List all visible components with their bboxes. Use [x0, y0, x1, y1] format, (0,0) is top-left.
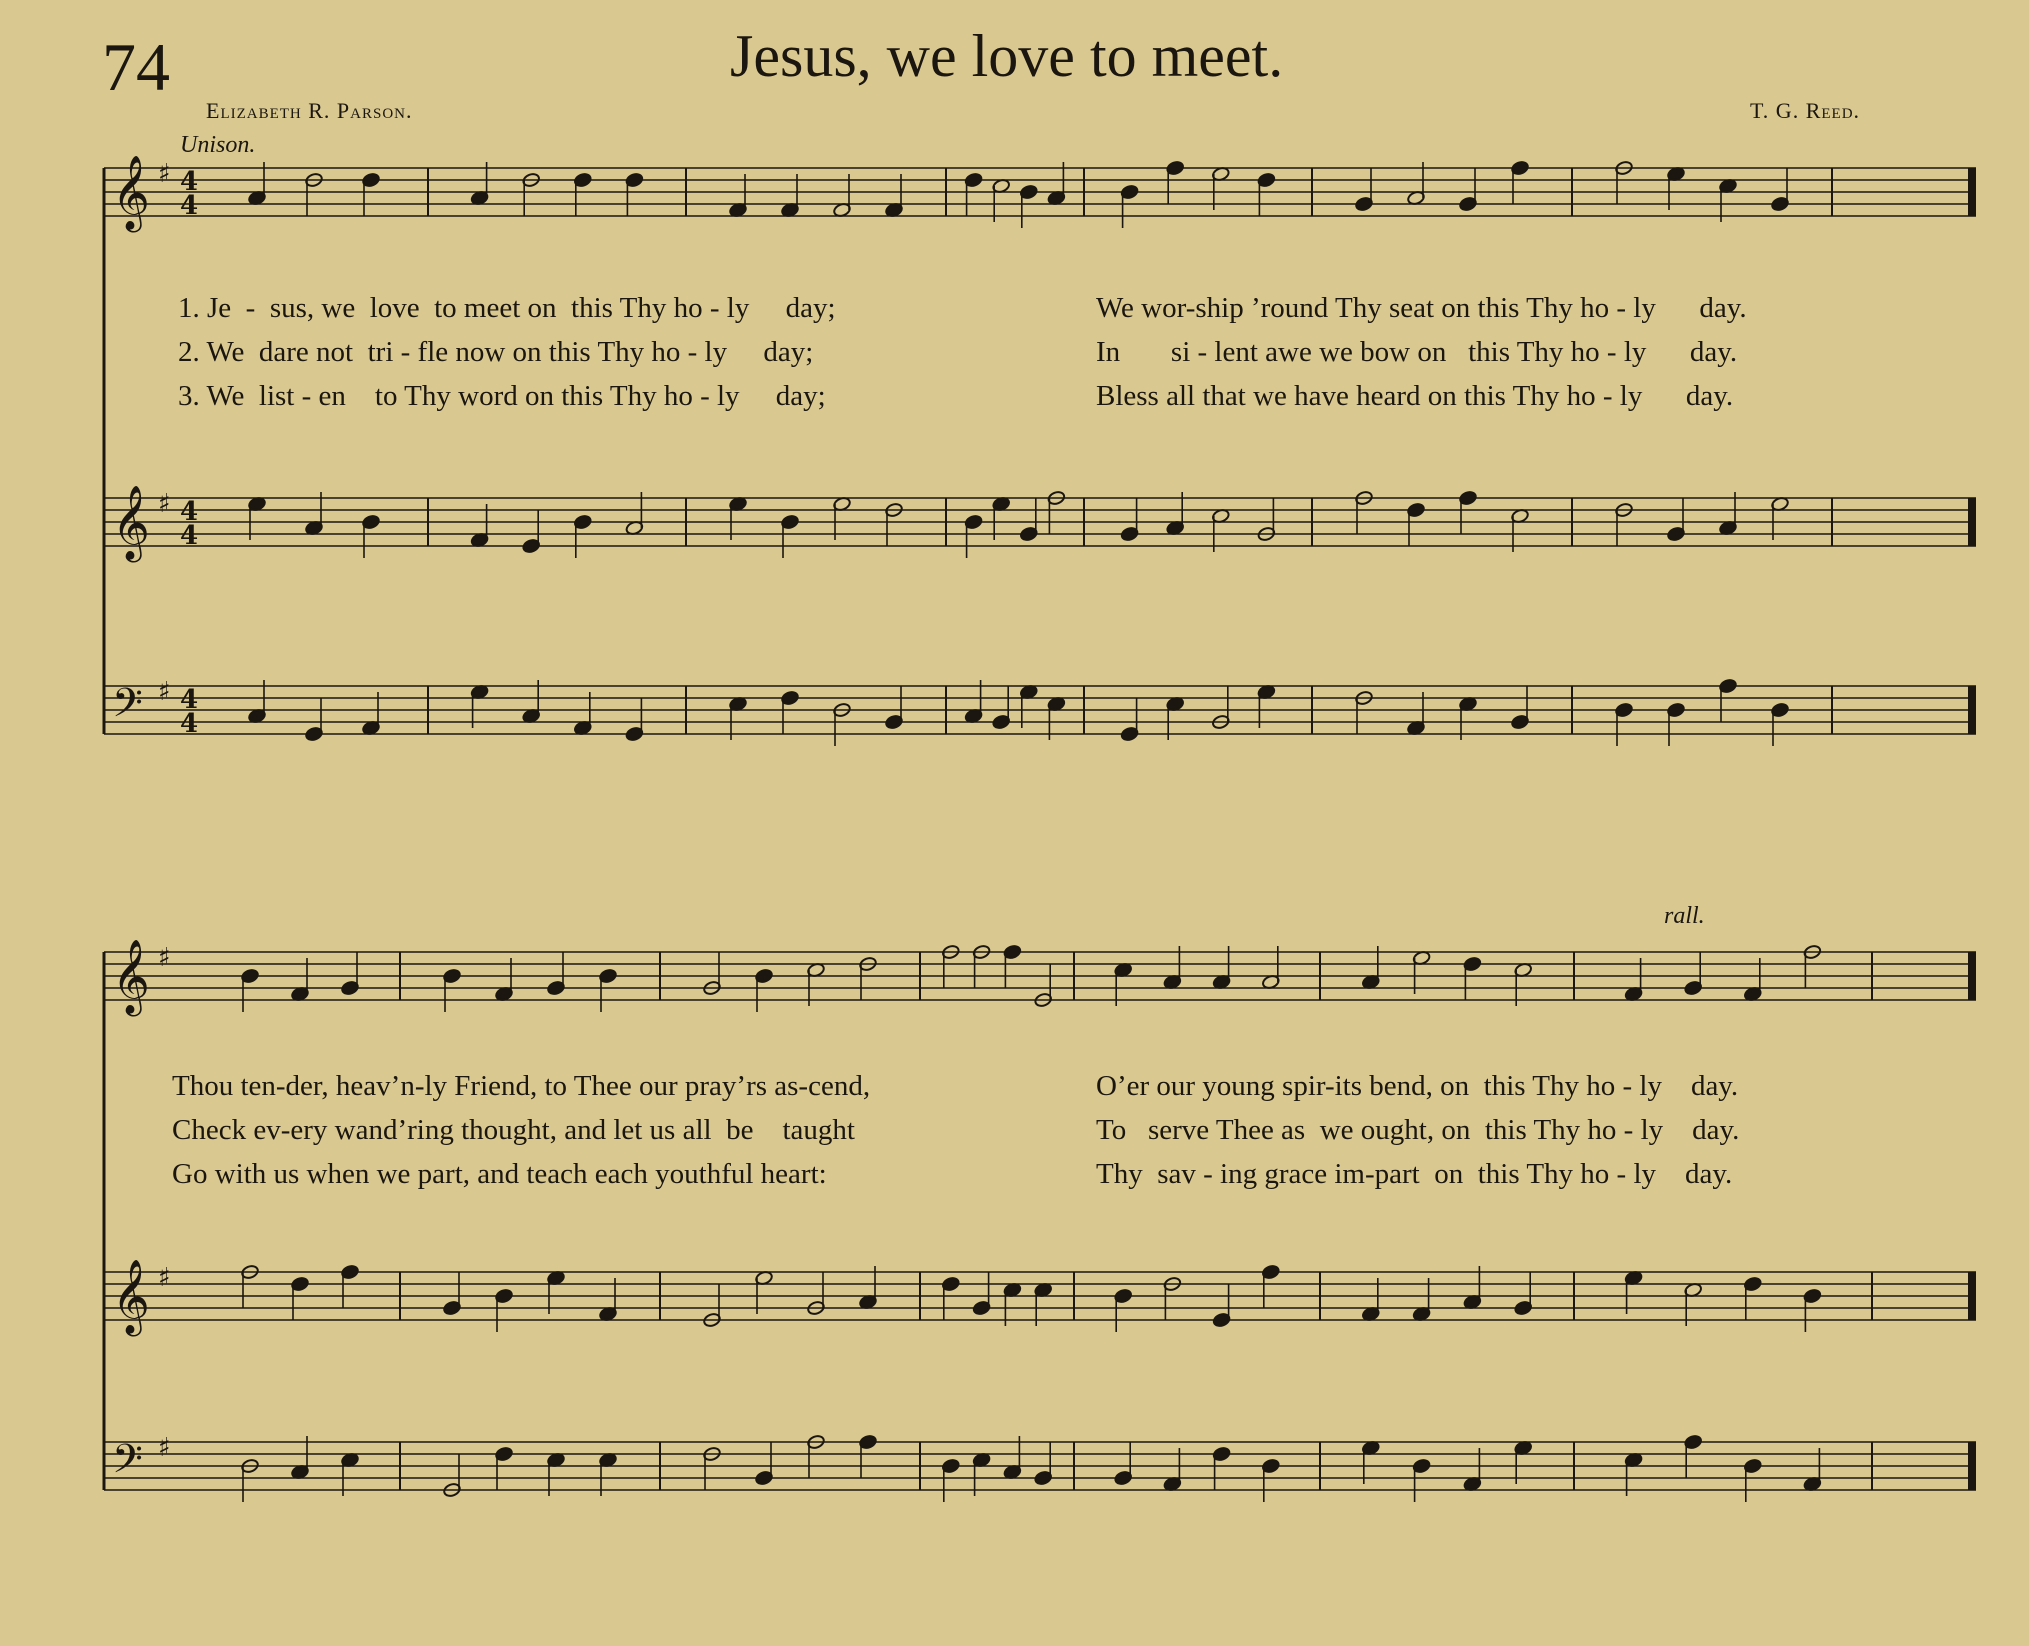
treble-clef: 𝄞: [112, 486, 150, 560]
verse-3-cont-left: Go with us when we part, and teach each youthful heart:: [172, 1158, 827, 1190]
treble-clef: 𝄞: [112, 1260, 150, 1334]
hymn-number: 74: [102, 29, 170, 105]
bass-clef: 𝄢: [112, 1436, 143, 1492]
hymn-title: Jesus, we love to meet.: [730, 23, 1284, 89]
composer-credit: T. G. Reed.: [1750, 98, 1861, 123]
verse-1-right: We wor-ship ’round Thy seat on this Thy ho - ly day.: [1096, 292, 1747, 324]
key-signature-sharp: ♯: [158, 489, 171, 519]
unison-direction: Unison.: [180, 132, 256, 158]
time-signature: 4: [180, 709, 199, 739]
final-bar-line: [1968, 952, 1976, 1000]
verse-2-right: In si - lent awe we bow on this Thy ho - ly day.: [1096, 336, 1738, 368]
treble-clef: 𝄞: [112, 940, 150, 1014]
verse-3-right: Bless all that we have heard on this Thy ho - ly day.: [1096, 380, 1734, 412]
key-signature-sharp: ♯: [158, 159, 171, 189]
author-credit: Elizabeth R. Parson.: [206, 98, 413, 123]
time-signature: 4: [180, 685, 199, 715]
verse-1-cont-right: O’er our young spir-its bend, on this Thy ho - ly day.: [1096, 1070, 1739, 1102]
key-signature-sharp: ♯: [158, 943, 171, 973]
verse-2-cont-right: To serve Thee as we ought, on this Thy ho - ly day.: [1096, 1114, 1740, 1146]
key-signature-sharp: ♯: [158, 1433, 171, 1463]
verse-3-left: 3. We list - en to Thy word on this Thy ho - ly day;: [178, 380, 826, 412]
verse-1-cont-left: Thou ten-der, heav’n-ly Friend, to Thee our pray’rs as-cend,: [172, 1070, 871, 1102]
time-signature: 4: [180, 497, 199, 527]
verse-2-left: 2. We dare not tri - fle now on this Thy ho - ly day;: [178, 336, 814, 368]
final-bar-line: [1968, 1442, 1976, 1490]
final-bar-line: [1968, 1272, 1976, 1320]
time-signature: 4: [180, 167, 199, 197]
key-signature-sharp: ♯: [158, 677, 171, 707]
verse-3-cont-right: Thy sav - ing grace im-part on this Thy ho - ly day.: [1096, 1158, 1733, 1190]
verse-1-left: 1. Je - sus, we love to meet on this Thy ho - ly day;: [178, 292, 836, 324]
time-signature: 4: [180, 191, 199, 221]
final-bar-line: [1968, 498, 1976, 546]
bass-clef: 𝄢: [112, 680, 143, 736]
rallentando-mark: rall.: [1664, 903, 1705, 929]
treble-clef: 𝄞: [112, 156, 150, 230]
time-signature: 4: [180, 521, 199, 551]
final-bar-line: [1968, 686, 1976, 734]
final-bar-line: [1968, 168, 1976, 216]
key-signature-sharp: ♯: [158, 1263, 171, 1293]
verse-2-cont-left: Check ev-ery wand’ring thought, and let us all be taught: [172, 1114, 855, 1146]
